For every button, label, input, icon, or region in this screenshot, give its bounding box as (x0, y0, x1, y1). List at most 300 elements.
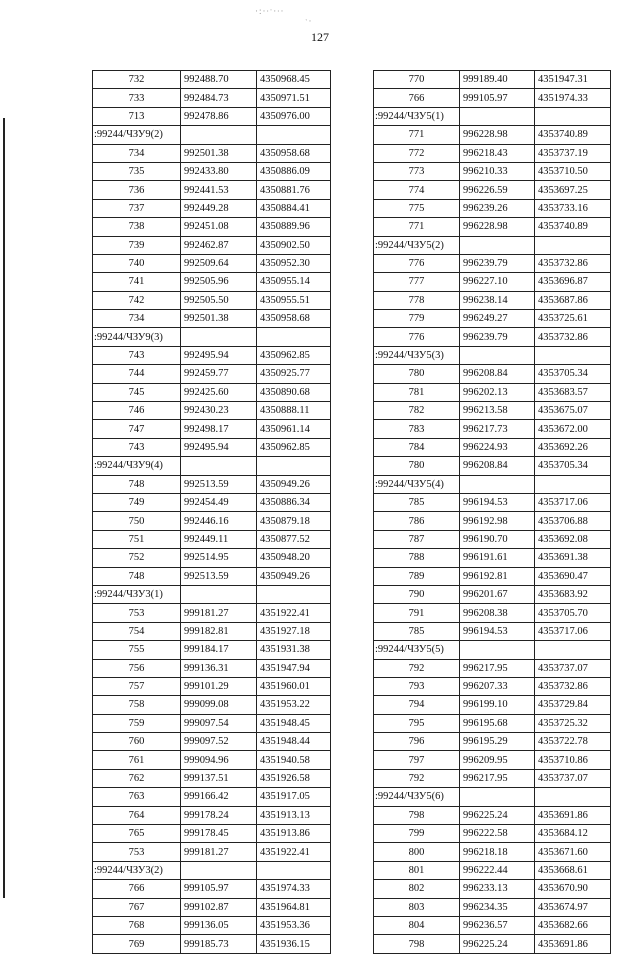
coordinate-row (374, 273, 611, 291)
y-coordinate-cell: 4350948.20 (257, 549, 331, 567)
y-coordinate-cell: 4353675.07 (535, 402, 611, 420)
coordinate-row (93, 89, 331, 107)
x-coordinate-cell: 996225.24 (460, 806, 535, 824)
point-number-cell: 741 (93, 273, 181, 291)
parcel-id-cell: :99244/ЧЗУ5(5) (374, 641, 460, 659)
y-coordinate-cell: 4353682.66 (535, 916, 611, 934)
point-number-cell: 762 (93, 769, 181, 787)
point-number-cell: 732 (93, 71, 181, 89)
point-number-cell: 750 (93, 512, 181, 530)
y-coordinate-cell: 4353692.26 (535, 438, 611, 456)
x-coordinate-cell: 996222.44 (460, 861, 535, 879)
point-number-cell: 780 (374, 365, 460, 383)
point-number-cell: 799 (374, 825, 460, 843)
parcel-header-row (93, 126, 331, 144)
y-coordinate-cell: 4350889.96 (257, 218, 331, 236)
x-coordinate-cell (181, 861, 257, 879)
y-coordinate-cell: 4351940.58 (257, 751, 331, 769)
coordinate-row (93, 769, 331, 787)
y-coordinate-cell: 4350890.68 (257, 383, 331, 401)
coordinate-row (374, 585, 611, 603)
x-coordinate-cell: 999105.97 (460, 89, 535, 107)
point-number-cell: 767 (93, 898, 181, 916)
point-number-cell: 758 (93, 696, 181, 714)
coordinate-row (93, 365, 331, 383)
point-number-cell: 756 (93, 659, 181, 677)
point-number-cell: 785 (374, 622, 460, 640)
x-coordinate-cell (460, 236, 535, 254)
point-number-cell: 735 (93, 162, 181, 180)
x-coordinate-cell: 996209.95 (460, 751, 535, 769)
y-coordinate-cell: 4351931.38 (257, 641, 331, 659)
coordinate-row (374, 365, 611, 383)
y-coordinate-cell: 4350955.51 (257, 291, 331, 309)
x-coordinate-cell: 992513.59 (181, 567, 257, 585)
x-coordinate-cell (181, 328, 257, 346)
coordinate-row (93, 549, 331, 567)
coordinate-row (93, 438, 331, 456)
point-number-cell: 748 (93, 567, 181, 585)
coordinate-row (93, 567, 331, 585)
parcel-header-row (374, 107, 611, 125)
y-coordinate-cell: 4353674.97 (535, 898, 611, 916)
x-coordinate-cell: 999182.81 (181, 622, 257, 640)
parcel-header-row (374, 475, 611, 493)
coordinate-row (93, 935, 331, 953)
x-coordinate-cell: 996224.93 (460, 438, 535, 456)
coordinate-row (93, 751, 331, 769)
y-coordinate-cell (257, 457, 331, 475)
y-coordinate-cell: 4351917.05 (257, 788, 331, 806)
coordinate-row (93, 916, 331, 934)
y-coordinate-cell: 4350971.51 (257, 89, 331, 107)
coordinate-row (93, 475, 331, 493)
y-coordinate-cell: 4350886.09 (257, 162, 331, 180)
point-number-cell: 777 (374, 273, 460, 291)
point-number-cell: 751 (93, 530, 181, 548)
x-coordinate-cell: 996218.18 (460, 843, 535, 861)
point-number-cell: 736 (93, 181, 181, 199)
y-coordinate-cell: 4350949.26 (257, 567, 331, 585)
parcel-header-row (93, 585, 331, 603)
coordinate-row (93, 402, 331, 420)
x-coordinate-cell: 992509.64 (181, 254, 257, 272)
y-coordinate-cell (535, 641, 611, 659)
y-coordinate-cell: 4353717.06 (535, 622, 611, 640)
page-number: 127 (311, 30, 329, 44)
parcel-id-cell: :99244/ЧЗУ3(1) (93, 585, 181, 603)
coordinate-row (374, 843, 611, 861)
y-coordinate-cell: 4350958.68 (257, 310, 331, 328)
coordinate-row (374, 254, 611, 272)
y-coordinate-cell: 4353732.86 (535, 254, 611, 272)
x-coordinate-cell: 999101.29 (181, 677, 257, 695)
x-coordinate-cell: 996226.59 (460, 181, 535, 199)
y-coordinate-cell: 4350879.18 (257, 512, 331, 530)
coordinate-row (374, 769, 611, 787)
point-number-cell: 766 (93, 880, 181, 898)
x-coordinate-cell: 992451.08 (181, 218, 257, 236)
coordinate-row (93, 696, 331, 714)
y-coordinate-cell: 4353732.86 (535, 328, 611, 346)
point-number-cell: 791 (374, 604, 460, 622)
x-coordinate-cell: 996208.38 (460, 604, 535, 622)
point-number-cell: 787 (374, 530, 460, 548)
x-coordinate-cell: 999166.42 (181, 788, 257, 806)
x-coordinate-cell: 999181.27 (181, 843, 257, 861)
coordinate-row (93, 383, 331, 401)
point-number-cell: 793 (374, 677, 460, 695)
x-coordinate-cell: 992462.87 (181, 236, 257, 254)
point-number-cell: 802 (374, 880, 460, 898)
y-coordinate-cell: 4353691.38 (535, 549, 611, 567)
x-coordinate-cell (460, 788, 535, 806)
point-number-cell: 776 (374, 328, 460, 346)
coordinate-row (374, 696, 611, 714)
parcel-id-cell: :99244/ЧЗУ5(2) (374, 236, 460, 254)
point-number-cell: 771 (374, 218, 460, 236)
coordinate-row (93, 162, 331, 180)
x-coordinate-cell: 999136.05 (181, 916, 257, 934)
point-number-cell: 772 (374, 144, 460, 162)
y-coordinate-cell: 4353684.12 (535, 825, 611, 843)
x-coordinate-cell: 992514.95 (181, 549, 257, 567)
coordinate-row (374, 880, 611, 898)
y-coordinate-cell: 4353725.61 (535, 310, 611, 328)
y-coordinate-cell: 4351936.15 (257, 935, 331, 953)
coordinate-row (93, 218, 331, 236)
y-coordinate-cell: 4351960.01 (257, 677, 331, 695)
point-number-cell: 792 (374, 769, 460, 787)
x-coordinate-cell: 996218.43 (460, 144, 535, 162)
coordinate-row (374, 604, 611, 622)
y-coordinate-cell: 4350884.41 (257, 199, 331, 217)
coordinate-row (93, 530, 331, 548)
coordinate-row (93, 254, 331, 272)
x-coordinate-cell: 996194.53 (460, 622, 535, 640)
point-number-cell: 747 (93, 420, 181, 438)
x-coordinate-cell: 999102.87 (181, 898, 257, 916)
y-coordinate-cell: 4350902.50 (257, 236, 331, 254)
coordinates-table-left (92, 70, 331, 954)
point-number-cell: 743 (93, 346, 181, 364)
x-coordinate-cell: 999136.31 (181, 659, 257, 677)
point-number-cell: 780 (374, 457, 460, 475)
coordinate-row (93, 714, 331, 732)
point-number-cell: 804 (374, 916, 460, 934)
point-number-cell: 749 (93, 493, 181, 511)
x-coordinate-cell: 999099.08 (181, 696, 257, 714)
point-number-cell: 744 (93, 365, 181, 383)
parcel-id-cell: :99244/ЧЗУ5(3) (374, 346, 460, 364)
x-coordinate-cell: 992498.17 (181, 420, 257, 438)
point-number-cell: 795 (374, 714, 460, 732)
x-coordinate-cell: 996192.81 (460, 567, 535, 585)
y-coordinate-cell: 4353710.50 (535, 162, 611, 180)
x-coordinate-cell: 992459.77 (181, 365, 257, 383)
point-number-cell: 776 (374, 254, 460, 272)
point-number-cell: 782 (374, 402, 460, 420)
coordinate-row (93, 199, 331, 217)
x-coordinate-cell: 996190.70 (460, 530, 535, 548)
point-number-cell: 797 (374, 751, 460, 769)
coordinate-row (93, 310, 331, 328)
point-number-cell: 785 (374, 493, 460, 511)
coordinate-row (93, 641, 331, 659)
y-coordinate-cell: 4353705.70 (535, 604, 611, 622)
point-number-cell: 786 (374, 512, 460, 530)
x-coordinate-cell: 996239.79 (460, 254, 535, 272)
y-coordinate-cell: 4350962.85 (257, 346, 331, 364)
y-coordinate-cell: 4351922.41 (257, 843, 331, 861)
coordinate-row (374, 714, 611, 732)
point-number-cell: 784 (374, 438, 460, 456)
point-number-cell: 790 (374, 585, 460, 603)
x-coordinate-cell: 996201.67 (460, 585, 535, 603)
y-coordinate-cell: 4353670.90 (535, 880, 611, 898)
x-coordinate-cell: 999178.24 (181, 806, 257, 824)
y-coordinate-cell: 4353710.86 (535, 751, 611, 769)
coordinate-row (374, 622, 611, 640)
y-coordinate-cell: 4350968.45 (257, 71, 331, 89)
y-coordinate-cell: 4353697.25 (535, 181, 611, 199)
x-coordinate-cell: 992495.94 (181, 438, 257, 456)
coordinate-row (93, 843, 331, 861)
y-coordinate-cell: 4353725.32 (535, 714, 611, 732)
y-coordinate-cell: 4350925.77 (257, 365, 331, 383)
x-coordinate-cell: 996238.14 (460, 291, 535, 309)
y-coordinate-cell: 4353740.89 (535, 126, 611, 144)
parcel-header-row (93, 328, 331, 346)
x-coordinate-cell: 999105.97 (181, 880, 257, 898)
coordinate-row (374, 199, 611, 217)
point-number-cell: 800 (374, 843, 460, 861)
coordinate-row (93, 677, 331, 695)
y-coordinate-cell: 4350962.85 (257, 438, 331, 456)
x-coordinate-cell: 992433.80 (181, 162, 257, 180)
y-coordinate-cell: 4351947.94 (257, 659, 331, 677)
binding-edge-rule (3, 118, 5, 898)
point-number-cell: 778 (374, 291, 460, 309)
coordinate-row (93, 71, 331, 89)
point-number-cell: 792 (374, 659, 460, 677)
coordinate-row (374, 861, 611, 879)
y-coordinate-cell: 4353729.84 (535, 696, 611, 714)
x-coordinate-cell: 999137.51 (181, 769, 257, 787)
x-coordinate-cell: 996207.33 (460, 677, 535, 695)
parcel-header-row (374, 236, 611, 254)
coordinate-row (374, 567, 611, 585)
parcel-id-cell: :99244/ЧЗУ3(2) (93, 861, 181, 879)
coordinate-row (374, 935, 611, 953)
coordinate-row (93, 512, 331, 530)
point-number-cell: 761 (93, 751, 181, 769)
point-number-cell: 740 (93, 254, 181, 272)
point-number-cell: 781 (374, 383, 460, 401)
x-coordinate-cell: 999184.17 (181, 641, 257, 659)
y-coordinate-cell: 4353687.86 (535, 291, 611, 309)
coordinate-row (374, 438, 611, 456)
point-number-cell: 752 (93, 549, 181, 567)
point-number-cell: 753 (93, 843, 181, 861)
point-number-cell: 783 (374, 420, 460, 438)
x-coordinate-cell: 996228.98 (460, 126, 535, 144)
x-coordinate-cell: 996249.27 (460, 310, 535, 328)
y-coordinate-cell: 4350886.34 (257, 493, 331, 511)
x-coordinate-cell: 996225.24 (460, 935, 535, 953)
x-coordinate-cell: 992441.53 (181, 181, 257, 199)
x-coordinate-cell: 992454.49 (181, 493, 257, 511)
point-number-cell: 774 (374, 181, 460, 199)
point-number-cell: 766 (374, 89, 460, 107)
x-coordinate-cell: 996239.26 (460, 199, 535, 217)
coordinate-row (374, 71, 611, 89)
x-coordinate-cell: 996210.33 (460, 162, 535, 180)
point-number-cell: 745 (93, 383, 181, 401)
x-coordinate-cell: 992488.70 (181, 71, 257, 89)
x-coordinate-cell: 999097.52 (181, 733, 257, 751)
x-coordinate-cell: 996213.58 (460, 402, 535, 420)
coordinate-row (93, 420, 331, 438)
point-number-cell: 733 (93, 89, 181, 107)
point-number-cell: 743 (93, 438, 181, 456)
x-coordinate-cell: 992449.11 (181, 530, 257, 548)
y-coordinate-cell: 4353733.16 (535, 199, 611, 217)
x-coordinate-cell: 992446.16 (181, 512, 257, 530)
coordinate-row (374, 530, 611, 548)
scan-artifact: ˑ· (305, 16, 313, 26)
y-coordinate-cell: 4353705.34 (535, 365, 611, 383)
coordinate-row (374, 402, 611, 420)
x-coordinate-cell: 999094.96 (181, 751, 257, 769)
y-coordinate-cell: 4351953.36 (257, 916, 331, 934)
y-coordinate-cell: 4353691.86 (535, 806, 611, 824)
y-coordinate-cell: 4351948.45 (257, 714, 331, 732)
x-coordinate-cell: 992501.38 (181, 310, 257, 328)
parcel-id-cell: :99244/ЧЗУ5(1) (374, 107, 460, 125)
coordinate-row (93, 880, 331, 898)
y-coordinate-cell: 4351953.22 (257, 696, 331, 714)
coordinate-row (93, 273, 331, 291)
x-coordinate-cell: 996239.79 (460, 328, 535, 346)
coordinate-row (374, 806, 611, 824)
y-coordinate-cell: 4351927.18 (257, 622, 331, 640)
point-number-cell: 789 (374, 567, 460, 585)
y-coordinate-cell: 4350952.30 (257, 254, 331, 272)
x-coordinate-cell: 996233.13 (460, 880, 535, 898)
y-coordinate-cell (257, 126, 331, 144)
coordinate-row (374, 512, 611, 530)
parcel-header-row (374, 641, 611, 659)
point-number-cell: 798 (374, 806, 460, 824)
coordinate-row (374, 89, 611, 107)
x-coordinate-cell: 996195.68 (460, 714, 535, 732)
point-number-cell: 737 (93, 199, 181, 217)
parcel-id-cell: :99244/ЧЗУ9(3) (93, 328, 181, 346)
x-coordinate-cell (460, 346, 535, 364)
coordinate-row (374, 291, 611, 309)
point-number-cell: 742 (93, 291, 181, 309)
y-coordinate-cell: 4351964.81 (257, 898, 331, 916)
point-number-cell: 788 (374, 549, 460, 567)
y-coordinate-cell: 4353740.89 (535, 218, 611, 236)
x-coordinate-cell (181, 457, 257, 475)
y-coordinate-cell: 4353722.78 (535, 733, 611, 751)
y-coordinate-cell: 4351922.41 (257, 604, 331, 622)
y-coordinate-cell: 4353706.88 (535, 512, 611, 530)
x-coordinate-cell: 996208.84 (460, 365, 535, 383)
parcel-id-cell: :99244/ЧЗУ9(2) (93, 126, 181, 144)
point-number-cell: 753 (93, 604, 181, 622)
y-coordinate-cell: 4350881.76 (257, 181, 331, 199)
y-coordinate-cell: 4350949.26 (257, 475, 331, 493)
x-coordinate-cell: 992505.96 (181, 273, 257, 291)
coordinate-row (374, 144, 611, 162)
coordinate-row (93, 733, 331, 751)
x-coordinate-cell: 996202.13 (460, 383, 535, 401)
point-number-cell: 796 (374, 733, 460, 751)
y-coordinate-cell (535, 236, 611, 254)
point-number-cell: 775 (374, 199, 460, 217)
x-coordinate-cell (460, 107, 535, 125)
coordinate-row (93, 659, 331, 677)
y-coordinate-cell: 4351974.33 (257, 880, 331, 898)
coordinate-row (93, 291, 331, 309)
y-coordinate-cell (257, 861, 331, 879)
point-number-cell: 794 (374, 696, 460, 714)
x-coordinate-cell: 996222.58 (460, 825, 535, 843)
point-number-cell: 779 (374, 310, 460, 328)
y-coordinate-cell: 4353692.08 (535, 530, 611, 548)
coordinate-row (93, 107, 331, 125)
y-coordinate-cell: 4353737.07 (535, 659, 611, 677)
x-coordinate-cell: 992501.38 (181, 144, 257, 162)
parcel-id-cell: :99244/ЧЗУ9(4) (93, 457, 181, 475)
y-coordinate-cell: 4353732.86 (535, 677, 611, 695)
coordinate-row (93, 604, 331, 622)
x-coordinate-cell: 992449.28 (181, 199, 257, 217)
point-number-cell: 759 (93, 714, 181, 732)
y-coordinate-cell: 4350955.14 (257, 273, 331, 291)
coordinate-row (93, 788, 331, 806)
coordinate-row (374, 383, 611, 401)
x-coordinate-cell: 996194.53 (460, 493, 535, 511)
coordinate-row (374, 677, 611, 695)
point-number-cell: 757 (93, 677, 181, 695)
y-coordinate-cell: 4351926.58 (257, 769, 331, 787)
x-coordinate-cell: 996208.84 (460, 457, 535, 475)
x-coordinate-cell: 996228.98 (460, 218, 535, 236)
y-coordinate-cell: 4350888.11 (257, 402, 331, 420)
coordinate-row (374, 916, 611, 934)
x-coordinate-cell: 992484.73 (181, 89, 257, 107)
point-number-cell: 760 (93, 733, 181, 751)
point-number-cell: 754 (93, 622, 181, 640)
y-coordinate-cell: 4353683.92 (535, 585, 611, 603)
y-coordinate-cell: 4350961.14 (257, 420, 331, 438)
y-coordinate-cell: 4353737.07 (535, 769, 611, 787)
parcel-header-row (374, 788, 611, 806)
y-coordinate-cell: 4353672.00 (535, 420, 611, 438)
x-coordinate-cell: 992495.94 (181, 346, 257, 364)
coordinate-row (374, 126, 611, 144)
coordinate-row (374, 659, 611, 677)
scan-artifact: ·:·∙ˑ·∙· (255, 6, 285, 16)
point-number-cell: 748 (93, 475, 181, 493)
coordinate-row (93, 236, 331, 254)
point-number-cell: 746 (93, 402, 181, 420)
x-coordinate-cell: 999181.27 (181, 604, 257, 622)
